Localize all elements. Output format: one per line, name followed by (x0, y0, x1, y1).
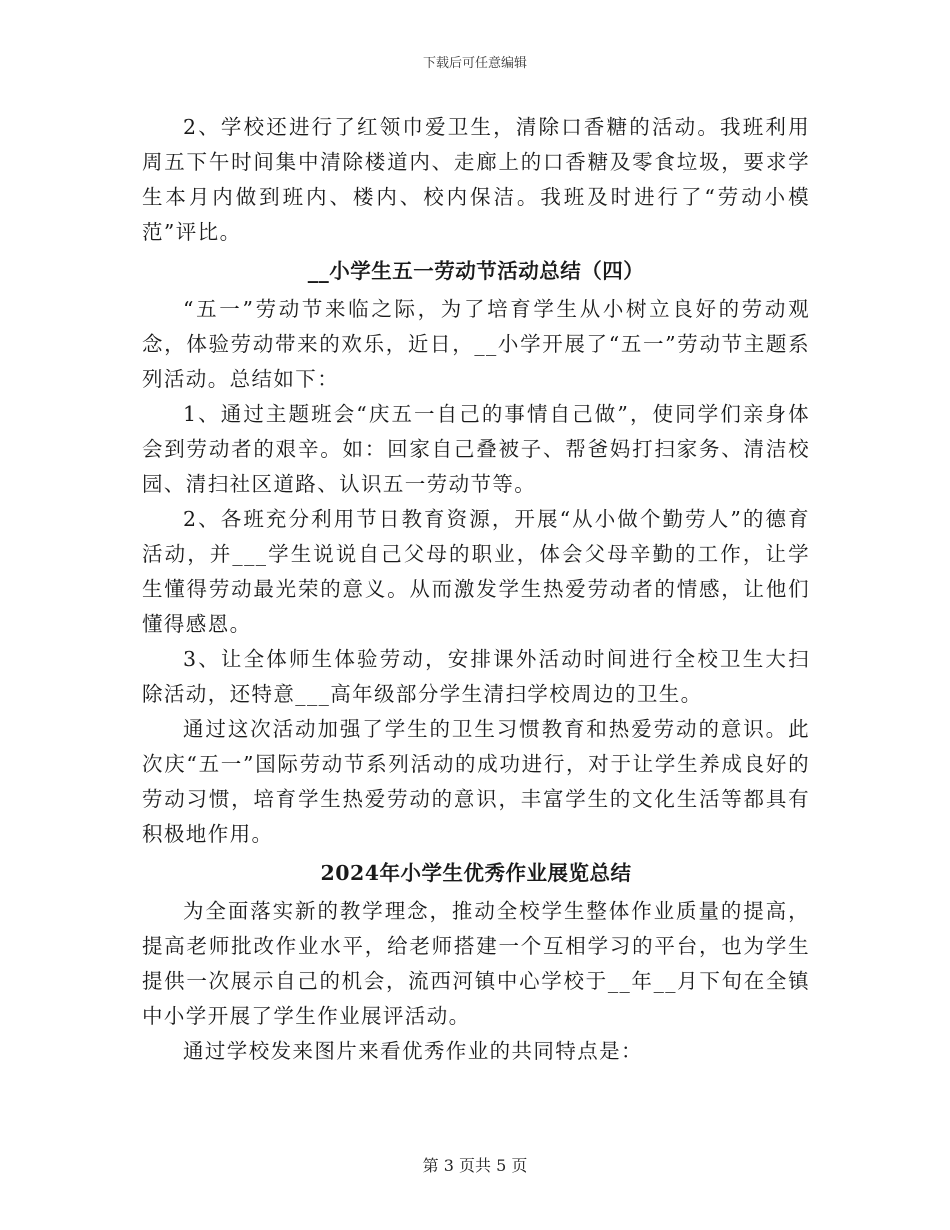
paragraph-item-3: 3、让全体师生体验劳动，安排课外活动时间进行全校卫生大扫除活动，还特意___高年级部分学生清扫学校周边的卫生。 (142, 647, 810, 706)
paragraph-intro: “五一”劳动节来临之际，为了培育学生从小树立良好的劳动观念，体验劳动带来的欢乐，近日，__小学开展了“五一”劳动节主题系列活动。总结如下： (142, 297, 810, 391)
section-heading-may-day-summary: __小学生五一劳动节活动总结（四） (307, 259, 645, 283)
section-heading-homework-exhibition: 2024年小学生优秀作业展览总结 (320, 861, 632, 885)
paragraph-item-1: 1、通过主题班会“庆五一自己的事情自己做”，使同学们亲身体会到劳动者的艰辛。如：回家自己叠被子、帮爸妈打扫家务、清洁校园、清扫社区道路、认识五一劳动节等。 (142, 402, 810, 496)
page-header: 下载后可任意编辑 (422, 56, 527, 71)
paragraph-homework-features: 通过学校发来图片来看优秀作业的共同特点是： (183, 1039, 643, 1063)
document-body (142, 110, 810, 1069)
paragraph-labor-activity-2: 2、学校还进行了红领巾爱卫生，清除口香糖的活动。我班利用周五下午时间集中清除楼道内、走廊上的口香糖及零食垃圾，要求学生本月内做到班内、楼内、校内保洁。我班及时进行了“劳动小模范”评比。 (142, 115, 810, 244)
paragraph-homework-intro: 为全面落实新的教学理念，推动全校学生整体作业质量的提高，提高老师批改作业水平，给老师搭建一个互相学习的平台，也为学生提供一次展示自己的机会，流西河镇中心学校于__年__月下旬在全镇中小学开展了学生作业展评活动。 (142, 899, 810, 1028)
paragraph-item-2: 2、各班充分利用节日教育资源，开展“从小做个勤劳人”的德育活动，并___学生说说自己父母的职业，体会父母辛勤的工作，让学生懂得劳动最光荣的意义。从而激发学生热爱劳动者的情感，让他们懂得感恩。 (142, 507, 810, 636)
paragraph-conclusion: 通过这次活动加强了学生的卫生习惯教育和热爱劳动的意识。此次庆“五一”国际劳动节系列活动的成功进行，对于让学生养成良好的劳动习惯，培育学生热爱劳动的意识，丰富学生的文化生活等都具有积极地作用。 (142, 717, 810, 846)
page-number: 第 3 页共 5 页 (422, 1156, 528, 1175)
